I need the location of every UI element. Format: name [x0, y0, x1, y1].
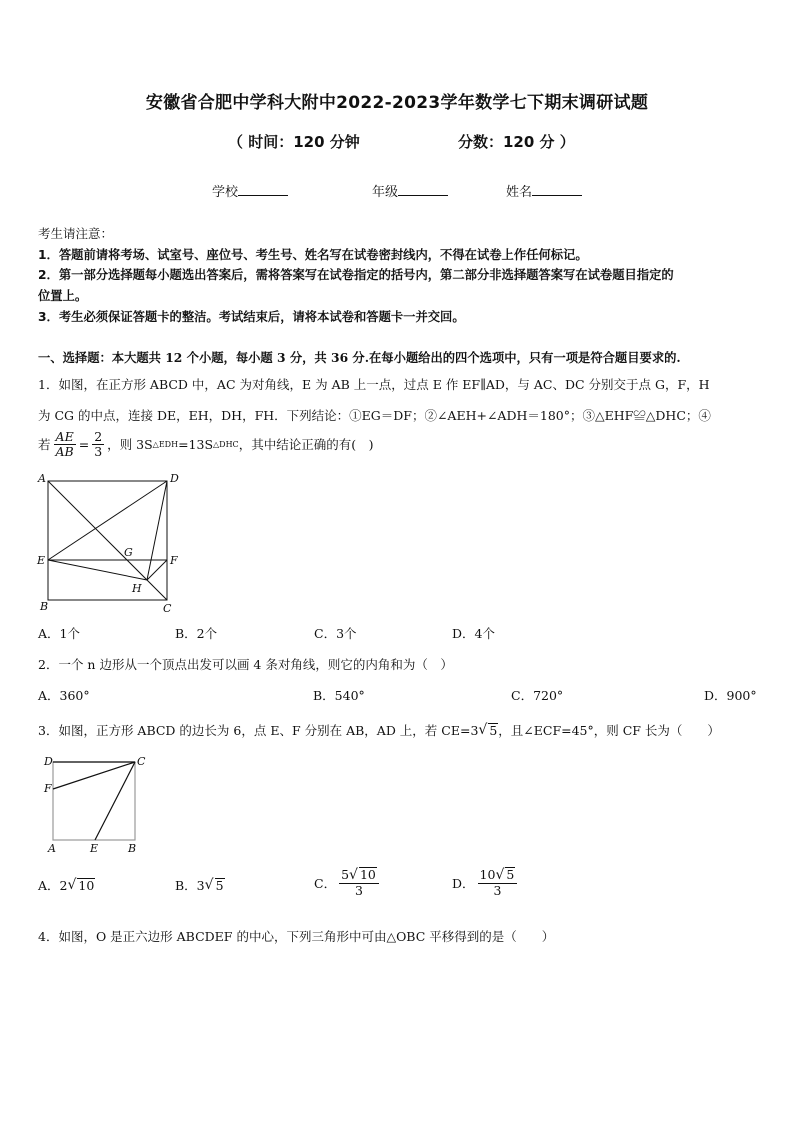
label-a: A	[38, 472, 46, 485]
frac-denominator: 3	[354, 883, 363, 899]
option-label: C．	[314, 875, 337, 891]
school-label: 学校	[212, 185, 239, 200]
q1-option-d[interactable]: D．4个	[452, 626, 495, 641]
q1-line3	[38, 430, 373, 459]
diagonal-ac	[48, 481, 167, 600]
label-g: G	[124, 546, 133, 559]
sub-dhc: △DHC	[213, 439, 239, 449]
q4-text: 4．如图，O 是正六边形 ABCDEF 的中心，下列三角形中可由△OBC 平移得到的是（ ）	[38, 929, 555, 944]
q1-option-c[interactable]: C．3个	[314, 626, 357, 641]
frac-numerator	[478, 867, 518, 884]
q3-text-b: ，且∠ECF=45°，则 CF 长为（ ）	[498, 723, 720, 738]
label-f: F	[170, 554, 178, 567]
label-c: C	[163, 602, 172, 615]
q3-option-a[interactable]	[38, 876, 95, 894]
label-a: A	[48, 842, 56, 855]
fraction	[478, 867, 518, 898]
option-label: A．2	[38, 878, 68, 893]
coef: 10	[479, 867, 496, 882]
q3-text-a: 3．如图，正方形 ABCD 的边长为 6，点 E、F 分别在 AB，AD 上，若 CE=3	[38, 723, 479, 738]
name-blank[interactable]	[532, 184, 582, 196]
q1-if: 若	[38, 437, 51, 453]
segment-de	[48, 481, 167, 560]
page-title: 安徽省合肥中学科大附中2022-2023学年数学七下期末调研试题	[145, 93, 649, 113]
sqrt-symbol: √	[478, 722, 488, 738]
coef: 5	[341, 867, 350, 882]
grade-blank[interactable]	[398, 184, 448, 196]
q3-option-b[interactable]	[175, 876, 225, 894]
sqrt-symbol: √	[67, 877, 77, 893]
q3-text	[38, 721, 720, 739]
label-f: F	[44, 782, 52, 795]
q1-ask: ，其中结论正确的有( )	[238, 437, 374, 453]
radicand: 5	[506, 867, 515, 882]
ratio-ae-ab	[54, 430, 76, 459]
radicand: 10	[78, 877, 95, 893]
notice-heading: 考生请注意：	[38, 226, 114, 241]
school-blank[interactable]	[238, 184, 288, 196]
q2-option-d[interactable]: D．900°	[704, 688, 757, 703]
label-h: H	[132, 582, 142, 595]
square-abcd	[53, 762, 135, 840]
label-e: E	[90, 842, 99, 855]
ratio-2-3	[92, 430, 104, 459]
grade-label: 年级	[372, 185, 399, 200]
segment-eh	[48, 560, 147, 580]
score-label: 分数：120 分 ）	[458, 133, 575, 151]
school-field[interactable]	[212, 181, 288, 200]
sqrt-symbol: √	[204, 877, 214, 893]
q3-option-c[interactable]	[314, 867, 382, 898]
q3-option-d[interactable]	[452, 867, 520, 898]
q1-option-b[interactable]: B．2个	[175, 626, 218, 641]
segment-dh	[147, 481, 167, 580]
radicand: 5	[215, 877, 224, 893]
q1-equals: =	[78, 436, 90, 452]
label-e: E	[37, 554, 46, 567]
notice-item: 1．答题前请将考场、试室号、座位号、考生号、姓名写在试卷密封线内，不得在试卷上作任何标记。	[38, 248, 588, 262]
q1-line2: 为 CG 的中点，连接 DE，EH，DH，FH．下列结论：①EG＝DF；②∠AEH+∠ADH＝180°；③△EHF≌△DHC；④	[38, 408, 711, 423]
frac-numerator: 2	[94, 429, 103, 444]
radicand: 5	[489, 722, 498, 738]
q2-text: 2．一个 n 边形从一个顶点出发可以画 4 条对角线，则它的内角和为（ ）	[38, 657, 453, 672]
frac-denominator: AB	[55, 443, 74, 459]
sub-edh: △EDH	[152, 439, 179, 449]
sqrt-symbol: √	[495, 867, 505, 883]
label-b: B	[40, 600, 49, 613]
sqrt-symbol: √	[349, 867, 358, 883]
name-field[interactable]	[506, 181, 582, 200]
frac-denominator: 3	[94, 443, 103, 459]
label-c: C	[137, 755, 146, 768]
q2-option-c[interactable]: C．720°	[511, 688, 564, 703]
fraction	[339, 867, 379, 898]
name-label: 姓名	[506, 185, 533, 200]
q1-line1: 1．如图，在正方形 ABCD 中，AC 为对角线，E 为 AB 上一点，过点 E 作 EF∥AD，与 AC、DC 分别交于点 G，F，H	[38, 377, 710, 392]
frac-numerator: AE	[54, 430, 76, 445]
option-label: B．3	[175, 878, 205, 893]
q3-square-figure	[40, 752, 150, 856]
q1-eq13: =13S	[178, 436, 214, 452]
section-heading: 一、选择题：本大题共 12 个小题，每小题 3 分，共 36 分.在每小题给出的四个选项中，只有一项是符合题目要求的.	[38, 350, 681, 365]
frac-denominator: 3	[493, 883, 502, 899]
notice-item: 3．考生必须保证答题卡的整洁。考试结束后，请将本试卷和答题卡一并交回。	[38, 310, 465, 324]
grade-field[interactable]	[372, 181, 448, 200]
label-d: D	[170, 472, 179, 485]
option-label: D．	[452, 875, 475, 891]
radicand: 10	[359, 867, 376, 882]
label-d: D	[44, 755, 53, 768]
q1-option-a[interactable]: A．1个	[38, 626, 80, 641]
q1-square-figure	[34, 470, 184, 615]
notice-item: 位置上。	[38, 289, 88, 303]
label-b: B	[128, 842, 137, 855]
q2-option-a[interactable]: A．360°	[38, 688, 90, 703]
time-label: （ 时间：120 分钟	[228, 133, 360, 151]
q2-option-b[interactable]: B．540°	[313, 688, 365, 703]
notice-item: 2．第一部分选择题每小题选出答案后，需将答案写在试卷指定的括号内，第二部分非选择题答案写在试卷题目指定的	[38, 268, 674, 282]
q1-then: ，则 3S	[107, 437, 153, 453]
frac-numerator	[339, 867, 379, 884]
